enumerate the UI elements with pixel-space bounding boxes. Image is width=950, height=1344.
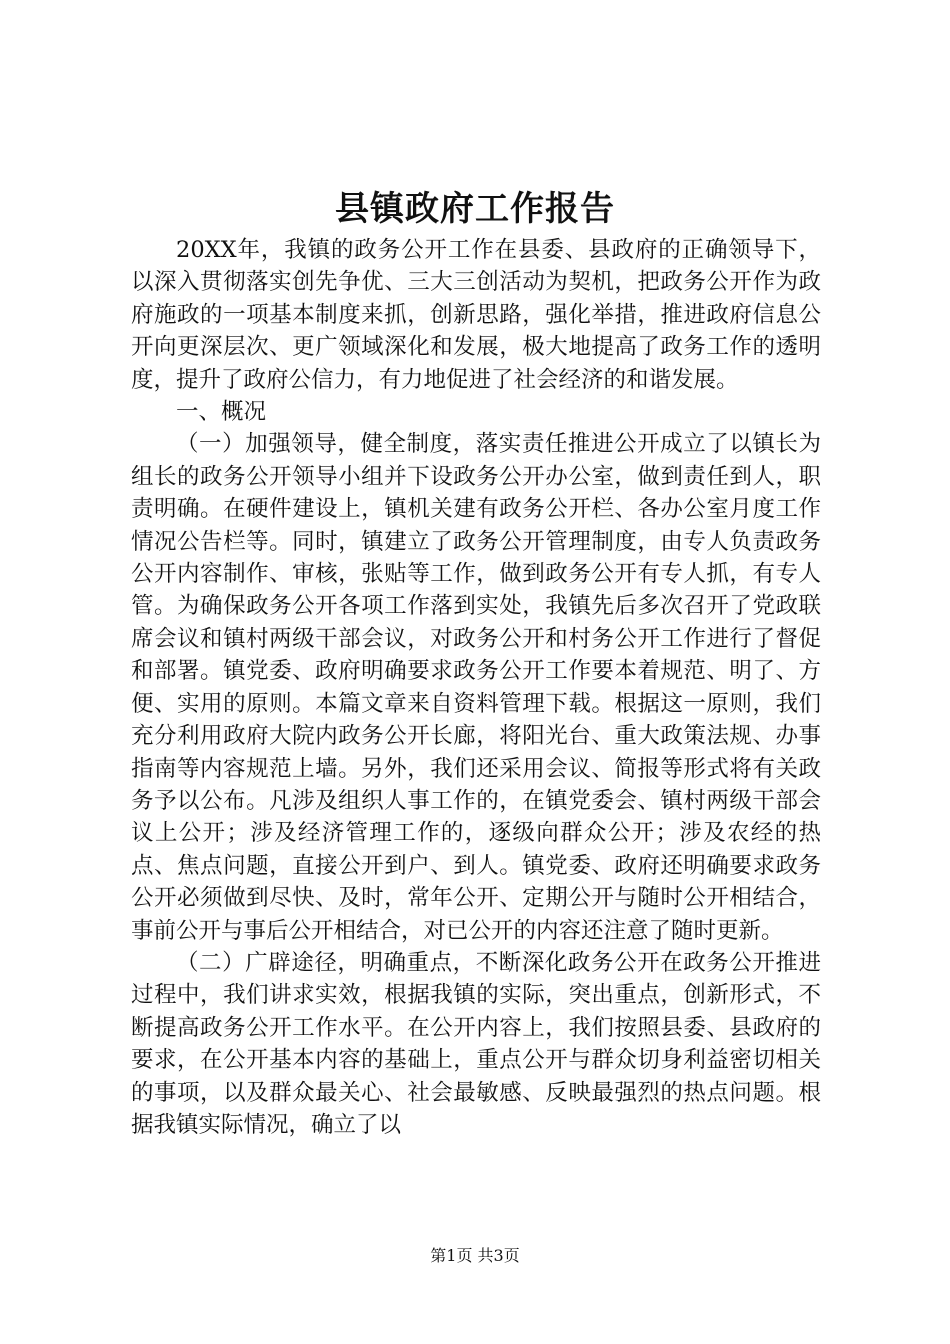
document-title: 县镇政府工作报告 — [335, 189, 615, 229]
page-number-footer: 第1页 共3页 — [430, 1246, 520, 1265]
document-body — [131, 234, 821, 1141]
paragraph-section-2: （二）广辟途径，明确重点，不断深化政务公开在政务公开推进过程中，我们讲求实效，根据我镇的实际，突出重点，创新形式，不断提高政务公开工作水平。在公开内容上，我们按照县委、县政府的要求，在公开基本内容的基础上，重点公开与群众切身利益密切相关的事项，以及群众最关心、社会最敏感、反映最强烈的热点问题。根据我镇实际情况，确立了以 — [131, 949, 821, 1138]
paragraph-section-1: （一）加强领导，健全制度，落实责任推进公开成立了以镇长为组长的政务公开领导小组并下设政务公开办公室，做到责任到人，职责明确。在硬件建设上，镇机关建有政务公开栏、各办公室月度工作情况公告栏等。同时，镇建立了政务公开管理制度，由专人负责政务公开内容制作、审核，张贴等工作，做到政务公开有专人抓，有专人管。为确保政务公开各项工作落到实处，我镇先后多次召开了党政联席会议和镇村两级干部会议，对政务公开和村务公开工作进行了督促和部署。镇党委、政府明确要求政务公开工作要本着规范、明了、方便、实用的原则。本篇文章来自资料管理下载。根据这一原则，我们充分利用政府大院内政务公开长廊，将阳光台、重大政策法规、办事指南等内容规范上墙。另外，我们还采用会议、简报等形式将有关政务予以公布。凡涉及组织人事工作的，在镇党委会、镇村两级干部会议上公开；涉及经济管理工作的，逐级向群众公开；涉及农经的热点、焦点问题，直接公开到户、到人。镇党委、政府还明确要求政务公开必须做到尽快、及时，常年公开、定期公开与随时公开相结合，事前公开与事后公开相结合，对已公开的内容还注意了随时更新。 — [131, 431, 821, 944]
paragraph-intro: 20XX年，我镇的政务公开工作在县委、县政府的正确领导下，以深入贯彻落实创先争优、三大三创活动为契机，把政务公开作为政府施政的一项基本制度来抓，创新思路，强化举措，推进政府信息公开向更深层次、更广领域深化和发展，极大地提高了政务工作的透明度，提升了政府公信力，有力地促进了社会经济的和谐发展。 — [131, 237, 821, 393]
section-heading-overview: 一、概况 — [176, 399, 267, 426]
